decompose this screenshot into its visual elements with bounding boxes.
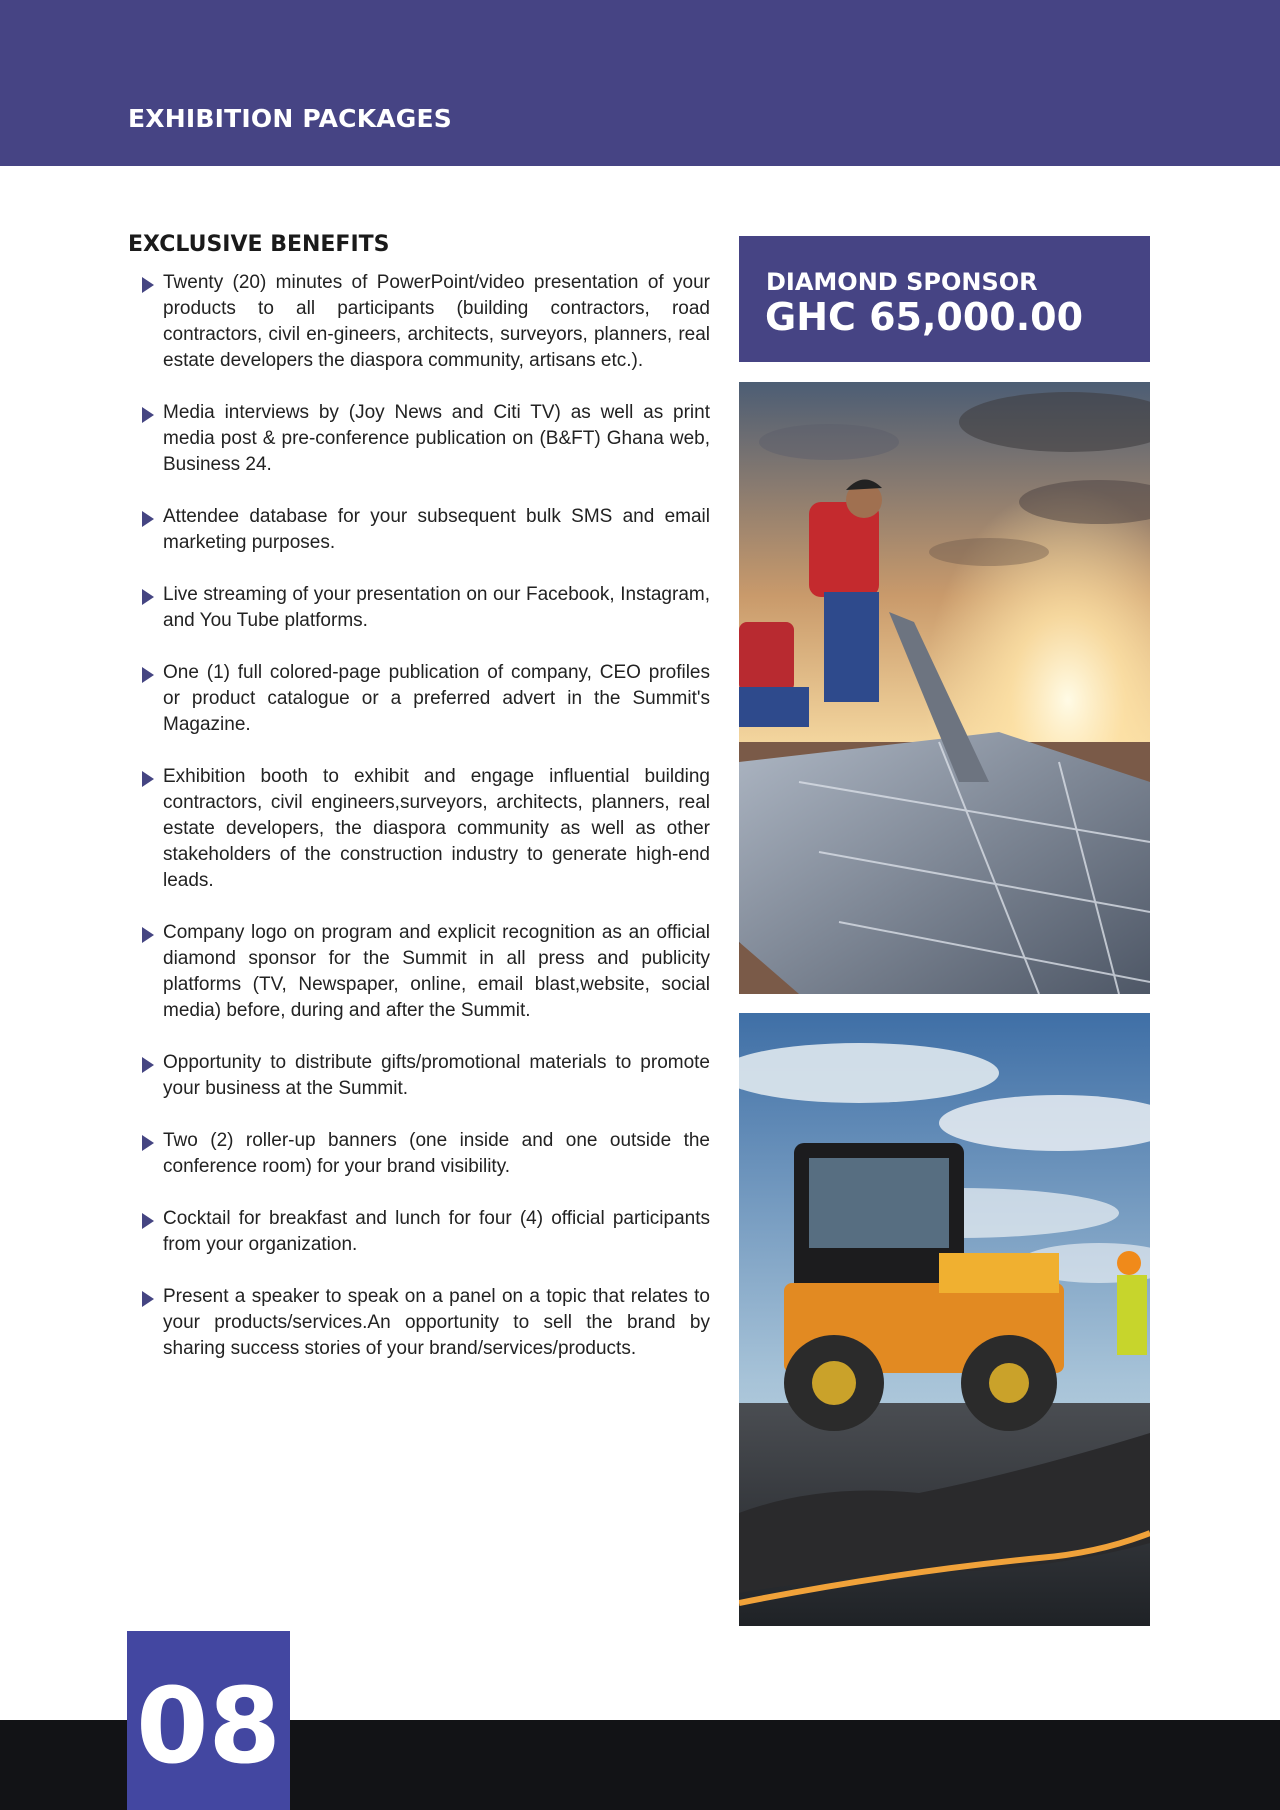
sponsor-label: DIAMOND SPONSOR [766,268,1038,296]
sponsor-price-box [739,236,1150,362]
benefit-item: Media interviews by (Joy News and Citi TV) as well as print media post & pre-conference publication on (B&FT) Ghana web, Business 24. [140,400,710,478]
triangle-bullet-icon [142,771,154,787]
benefit-item: Cocktail for breakfast and lunch for four (4) official participants from your organization. [140,1206,710,1258]
triangle-bullet-icon [142,927,154,943]
triangle-bullet-icon [142,1057,154,1073]
benefit-item: Opportunity to distribute gifts/promotional materials to promote your business at the Summit. [140,1050,710,1102]
triangle-bullet-icon [142,407,154,423]
benefit-item: One (1) full colored-page publication of company, CEO profiles or product catalogue or a preferred advert in the Summit's Magazine. [140,660,710,738]
benefit-item: Exhibition booth to exhibit and engage influential building contractors, civil engineers,surveyors, architects, planners, real estate developers, the diaspora community as well as other stakeholders of the construction industry to generate high-end leads. [140,764,710,894]
page-title: EXHIBITION PACKAGES [128,104,453,133]
triangle-bullet-icon [142,511,154,527]
triangle-bullet-icon [142,1213,154,1229]
page-number-box [127,1631,290,1810]
triangle-bullet-icon [142,1135,154,1151]
benefit-item: Twenty (20) minutes of PowerPoint/video presentation of your products to all participants (building contractors, road contractors, civil en-gineers, architects, surveyors, planners, real estate developers the diaspora community, artisans etc.). [140,270,710,374]
triangle-bullet-icon [142,667,154,683]
section-heading: EXCLUSIVE BENEFITS [128,232,390,257]
triangle-bullet-icon [142,277,154,293]
triangle-bullet-icon [142,1291,154,1307]
triangle-bullet-icon [142,589,154,605]
road-construction-photo [739,1013,1150,1626]
benefit-item: Attendee database for your subsequent bulk SMS and email marketing purposes. [140,504,710,556]
benefit-item: Live streaming of your presentation on our Facebook, Instagram, and You Tube platforms. [140,582,710,634]
benefit-item: Company logo on program and explicit recognition as an official diamond sponsor for the Summit in all press and publicity platforms (TV, Newspaper, online, email blast,website, social media) before, during and after the Summit. [140,920,710,1024]
sponsor-price: GHC 65,000.00 [765,295,1084,339]
benefits-list [140,270,710,1388]
benefit-item: Present a speaker to speak on a panel on a topic that relates to your products/services.An opportunity to sell the brand by sharing success stories of your brand/services/products. [140,1284,710,1362]
page-number: 08 [136,1665,281,1787]
header-banner [0,0,1280,166]
benefit-item: Two (2) roller-up banners (one inside and one outside the conference room) for your brand visibility. [140,1128,710,1180]
solar-panel-installation-photo [739,382,1150,994]
